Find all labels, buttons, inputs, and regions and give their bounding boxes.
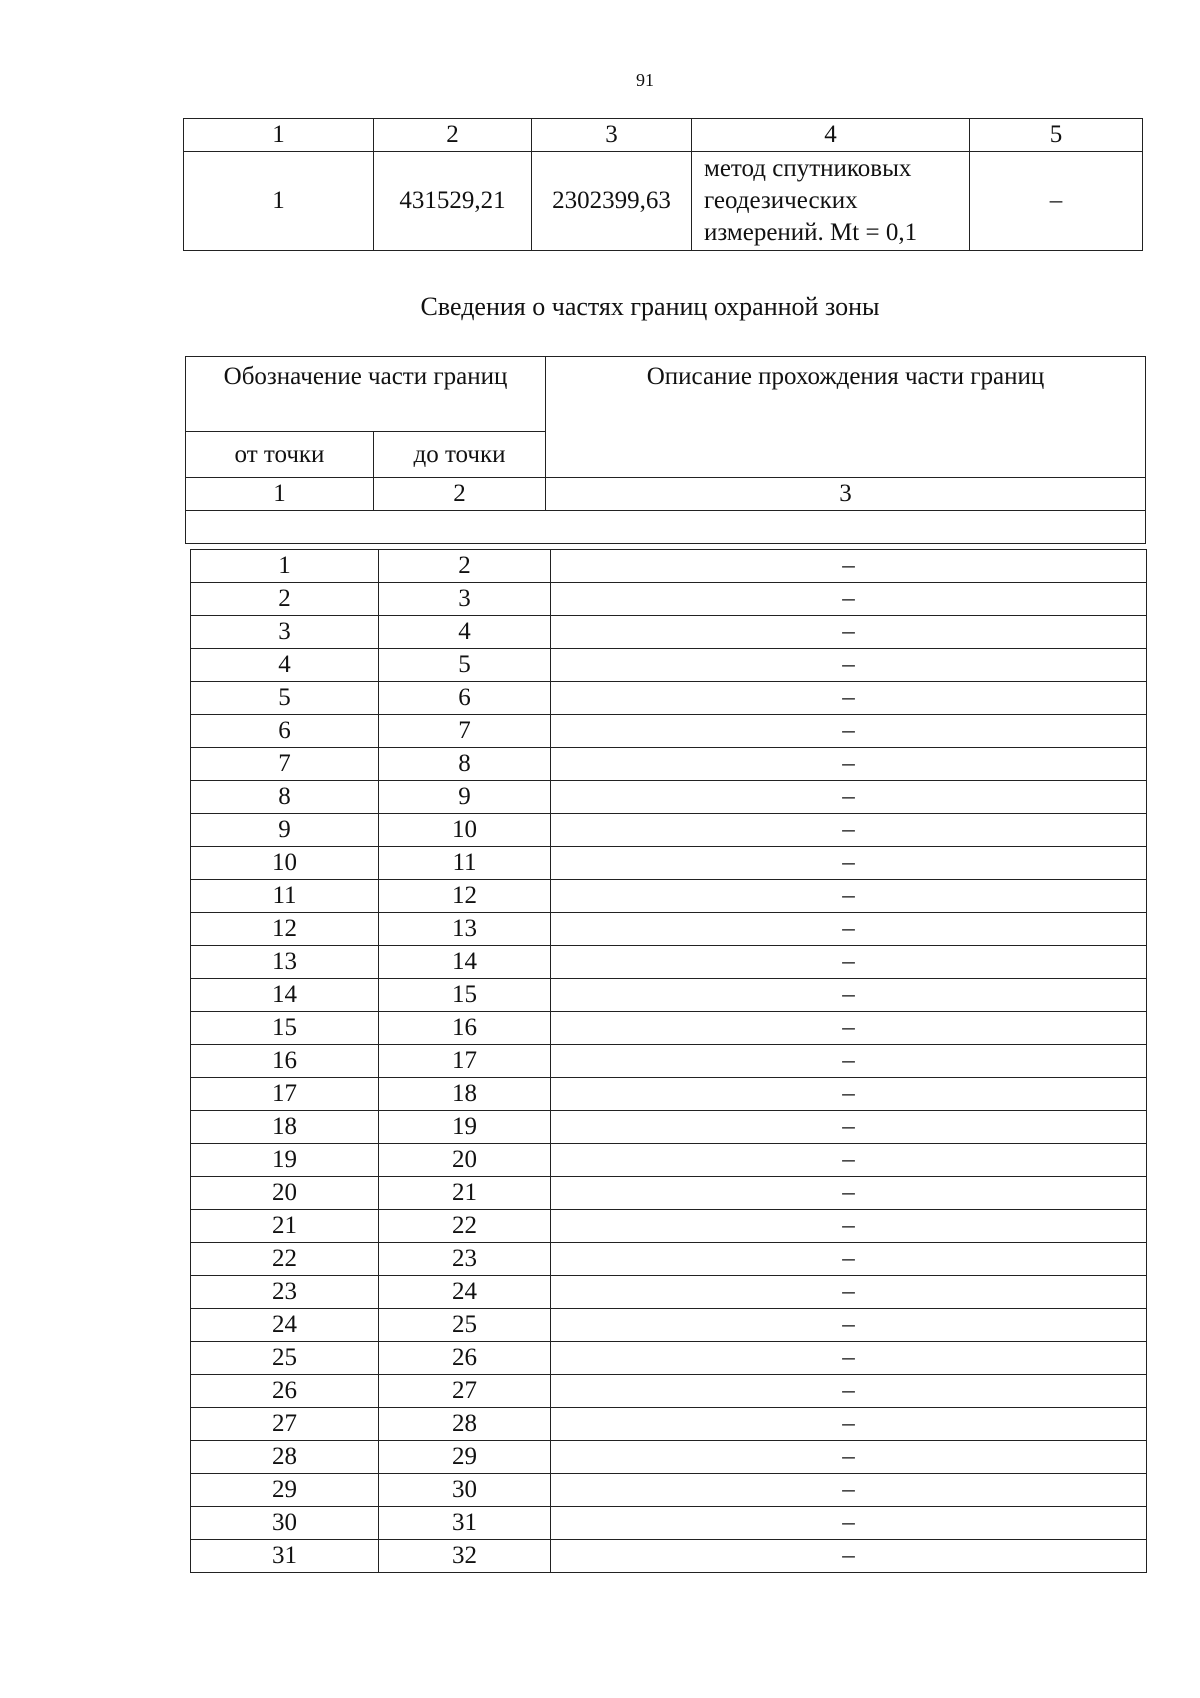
description-cell: – (551, 1243, 1147, 1276)
description-cell: – (551, 1276, 1147, 1309)
column-number: 1 (186, 478, 374, 511)
to-point-cell: 21 (379, 1177, 551, 1210)
header-boundary-designation: Обозначение части границ (186, 357, 546, 432)
table-row (191, 1342, 1147, 1375)
description-cell: – (551, 1012, 1147, 1045)
page-number: 91 (636, 70, 654, 90)
table-row (191, 649, 1147, 682)
to-point-cell: 28 (379, 1408, 551, 1441)
from-point-cell: 26 (191, 1375, 379, 1408)
table-row (191, 1441, 1147, 1474)
description-cell: – (551, 946, 1147, 979)
coordinates-table (183, 118, 1143, 251)
to-point-cell: 30 (379, 1474, 551, 1507)
table-row (191, 1144, 1147, 1177)
description-cell: – (551, 1177, 1147, 1210)
description-cell: – (551, 1507, 1147, 1540)
table-row (191, 880, 1147, 913)
column-number: 3 (546, 478, 1146, 511)
from-point-cell: 7 (191, 748, 379, 781)
description-cell: – (551, 1045, 1147, 1078)
from-point-cell: 1 (191, 550, 379, 583)
table-row (191, 682, 1147, 715)
boundary-parts-table (190, 549, 1147, 1573)
coords-col5-dash: – (970, 152, 1143, 251)
to-point-cell: 6 (379, 682, 551, 715)
from-point-cell: 21 (191, 1210, 379, 1243)
to-point-cell: 23 (379, 1243, 551, 1276)
table-row (191, 583, 1147, 616)
coords-data-row (184, 152, 1143, 251)
to-point-cell: 29 (379, 1441, 551, 1474)
table-row (191, 1210, 1147, 1243)
description-cell: – (551, 715, 1147, 748)
header-boundary-description: Описание прохождения части границ (546, 357, 1146, 478)
from-point-cell: 12 (191, 913, 379, 946)
to-point-cell: 26 (379, 1342, 551, 1375)
from-point-cell: 23 (191, 1276, 379, 1309)
description-cell: – (551, 1474, 1147, 1507)
description-cell: – (551, 847, 1147, 880)
table-row (191, 781, 1147, 814)
coords-header-cell: 3 (532, 119, 692, 152)
table-row (191, 748, 1147, 781)
from-point-cell: 18 (191, 1111, 379, 1144)
description-cell: – (551, 1078, 1147, 1111)
description-cell: – (551, 616, 1147, 649)
to-point-cell: 24 (379, 1276, 551, 1309)
description-cell: – (551, 1441, 1147, 1474)
table-row (191, 550, 1147, 583)
table-row (191, 847, 1147, 880)
boundary-parts-header-table (185, 356, 1146, 544)
method-line: геодезических (704, 187, 858, 214)
header-to-point: до точки (374, 432, 546, 478)
from-point-cell: 28 (191, 1441, 379, 1474)
parts-blank-row (186, 511, 1146, 544)
description-cell: – (551, 1342, 1147, 1375)
description-cell: – (551, 814, 1147, 847)
to-point-cell: 27 (379, 1375, 551, 1408)
table-row (191, 715, 1147, 748)
from-point-cell: 8 (191, 781, 379, 814)
coords-header-cell: 1 (184, 119, 374, 152)
table-row (191, 1012, 1147, 1045)
point-number: 1 (184, 152, 374, 251)
from-point-cell: 22 (191, 1243, 379, 1276)
coords-header-cell: 4 (692, 119, 970, 152)
from-point-cell: 31 (191, 1540, 379, 1573)
column-number: 2 (374, 478, 546, 511)
description-cell: – (551, 1375, 1147, 1408)
table-row (191, 979, 1147, 1012)
table-row (191, 616, 1147, 649)
method-line: метод спутниковых (704, 155, 912, 182)
coords-header-cell: 5 (970, 119, 1143, 152)
from-point-cell: 30 (191, 1507, 379, 1540)
from-point-cell: 17 (191, 1078, 379, 1111)
to-point-cell: 22 (379, 1210, 551, 1243)
to-point-cell: 8 (379, 748, 551, 781)
table-row (191, 1243, 1147, 1276)
table-row (191, 1276, 1147, 1309)
to-point-cell: 2 (379, 550, 551, 583)
from-point-cell: 27 (191, 1408, 379, 1441)
parts-table-body (191, 550, 1147, 1573)
coords-header-row (184, 119, 1143, 152)
table-row (191, 1408, 1147, 1441)
from-point-cell: 15 (191, 1012, 379, 1045)
to-point-cell: 7 (379, 715, 551, 748)
description-cell: – (551, 1111, 1147, 1144)
from-point-cell: 19 (191, 1144, 379, 1177)
table-row (191, 1045, 1147, 1078)
table-row (191, 1474, 1147, 1507)
from-point-cell: 16 (191, 1045, 379, 1078)
to-point-cell: 10 (379, 814, 551, 847)
table-row (191, 1309, 1147, 1342)
method-description (692, 152, 970, 251)
description-cell: – (551, 781, 1147, 814)
from-point-cell: 24 (191, 1309, 379, 1342)
description-cell: – (551, 979, 1147, 1012)
to-point-cell: 3 (379, 583, 551, 616)
description-cell: – (551, 682, 1147, 715)
to-point-cell: 13 (379, 913, 551, 946)
from-point-cell: 3 (191, 616, 379, 649)
description-cell: – (551, 550, 1147, 583)
blank-cell (186, 511, 1146, 544)
from-point-cell: 20 (191, 1177, 379, 1210)
description-cell: – (551, 748, 1147, 781)
table-row (191, 1540, 1147, 1573)
from-point-cell: 9 (191, 814, 379, 847)
to-point-cell: 31 (379, 1507, 551, 1540)
from-point-cell: 13 (191, 946, 379, 979)
description-cell: – (551, 583, 1147, 616)
table-row (191, 1111, 1147, 1144)
to-point-cell: 12 (379, 880, 551, 913)
to-point-cell: 17 (379, 1045, 551, 1078)
coords-header-cell: 2 (374, 119, 532, 152)
table-row (191, 814, 1147, 847)
from-point-cell: 4 (191, 649, 379, 682)
description-cell: – (551, 913, 1147, 946)
to-point-cell: 25 (379, 1309, 551, 1342)
from-point-cell: 14 (191, 979, 379, 1012)
method-line: измерений. Mt = 0,1 (704, 219, 918, 246)
to-point-cell: 11 (379, 847, 551, 880)
description-cell: – (551, 1408, 1147, 1441)
description-cell: – (551, 1309, 1147, 1342)
to-point-cell: 32 (379, 1540, 551, 1573)
from-point-cell: 6 (191, 715, 379, 748)
section-title: Сведения о частях границ охранной зоны (420, 292, 880, 321)
to-point-cell: 5 (379, 649, 551, 682)
coordinate-y: 2302399,63 (532, 152, 692, 251)
table-row (191, 1078, 1147, 1111)
to-point-cell: 9 (379, 781, 551, 814)
description-cell: – (551, 1210, 1147, 1243)
description-cell: – (551, 649, 1147, 682)
to-point-cell: 18 (379, 1078, 551, 1111)
table-row (191, 1375, 1147, 1408)
from-point-cell: 5 (191, 682, 379, 715)
table-row (191, 1507, 1147, 1540)
to-point-cell: 14 (379, 946, 551, 979)
description-cell: – (551, 880, 1147, 913)
description-cell: – (551, 1540, 1147, 1573)
to-point-cell: 4 (379, 616, 551, 649)
from-point-cell: 25 (191, 1342, 379, 1375)
to-point-cell: 19 (379, 1111, 551, 1144)
to-point-cell: 20 (379, 1144, 551, 1177)
to-point-cell: 15 (379, 979, 551, 1012)
parts-header-row (186, 357, 1146, 432)
from-point-cell: 29 (191, 1474, 379, 1507)
to-point-cell: 16 (379, 1012, 551, 1045)
table-row (191, 913, 1147, 946)
coordinate-x: 431529,21 (374, 152, 532, 251)
table-row (191, 946, 1147, 979)
table-row (191, 1177, 1147, 1210)
from-point-cell: 11 (191, 880, 379, 913)
parts-column-numbers-row (186, 478, 1146, 511)
header-from-point: от точки (186, 432, 374, 478)
from-point-cell: 10 (191, 847, 379, 880)
description-cell: – (551, 1144, 1147, 1177)
from-point-cell: 2 (191, 583, 379, 616)
